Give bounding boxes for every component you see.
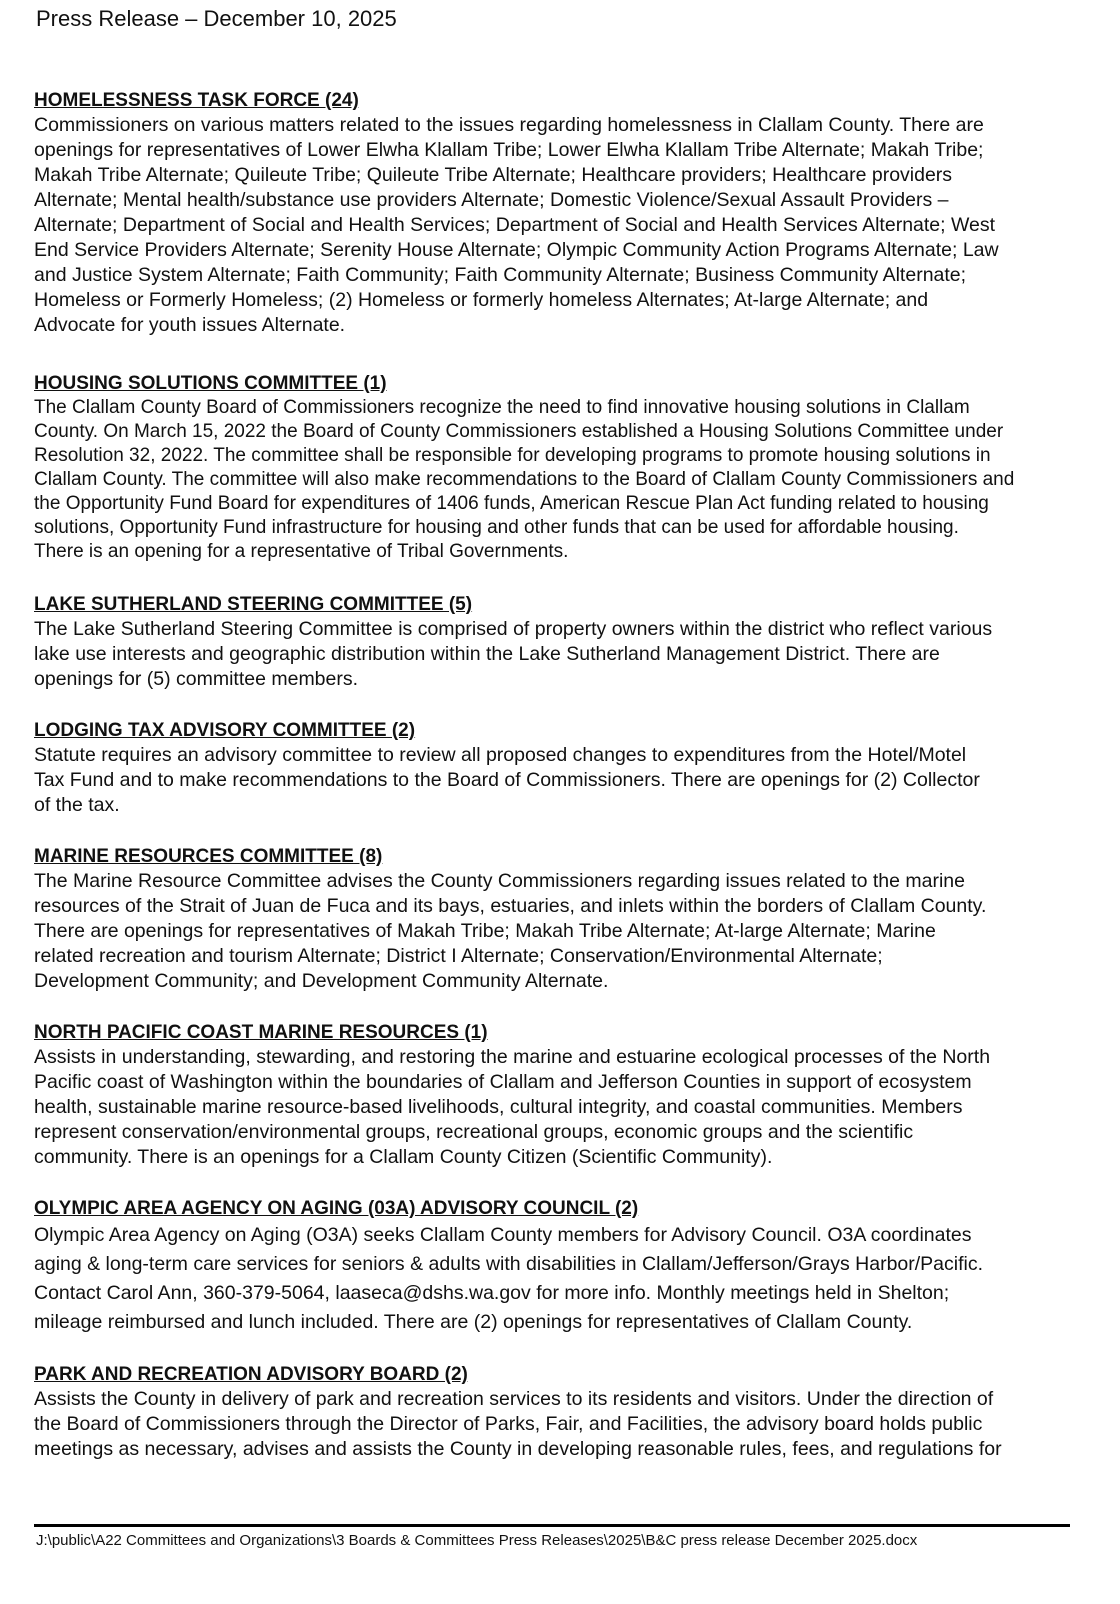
- body-line: [34, 1095, 990, 1120]
- body-line: [34, 667, 992, 692]
- section-heading: PARK AND RECREATION ADVISORY BOARD (2): [34, 1364, 468, 1385]
- body-line: [34, 313, 999, 338]
- body-line: [34, 288, 999, 313]
- body-line: [34, 1387, 1002, 1412]
- body-line: [34, 420, 1014, 444]
- line-text: Statute requires an advisory committee to review all proposed changes to expenditures from the Hotel/Motel: [34, 744, 967, 766]
- section: [34, 1362, 1002, 1462]
- line-text: Commissioners on various matters related to the issues regarding homelessness in Clallam County. There are: [34, 114, 984, 136]
- body-line: [34, 468, 1014, 492]
- line-text: for more info. Monthly meetings held in Shelton;: [530, 1282, 950, 1304]
- line-text: Clallam County. The committee will also make recommendations to the Board of Clallam County Commissioners and: [34, 469, 1015, 490]
- section: [34, 1020, 990, 1170]
- body-line: [34, 944, 986, 969]
- line-text: related recreation and tourism Alternate; District I Alternate; Conservation/Environmental Alternate;: [34, 945, 883, 967]
- body-line: [34, 642, 992, 667]
- section: [34, 371, 1014, 564]
- line-text: solutions, Opportunity Fund infrastructure for housing and other funds that can be used for affordable housing.: [34, 517, 959, 538]
- line-text: Tax Fund and to make recommendations to the Board of Commissioners. There are openings for (2) Collector: [34, 769, 980, 791]
- body-line: [34, 163, 999, 188]
- section-heading: NORTH PACIFIC COAST MARINE RESOURCES (1): [34, 1022, 488, 1043]
- body-line: [34, 768, 980, 793]
- body-line: [34, 516, 1014, 540]
- body-line: [34, 1045, 990, 1070]
- line-text: Alternate; Mental health/substance use providers Alternate; Domestic Violence/Sexual Assault Providers –: [34, 189, 949, 211]
- body-line: [34, 894, 986, 919]
- body-line: [34, 969, 986, 994]
- body-line: [34, 238, 999, 263]
- body-line: [34, 1070, 990, 1095]
- line-text: The Clallam County Board of Commissioners recognize the need to find innovative housing solutions in Clallam: [34, 397, 970, 418]
- line-text: Makah Tribe Alternate; Quileute Tribe; Quileute Tribe Alternate; Healthcare providers; Healthcare providers: [34, 164, 953, 186]
- body-line: [34, 1145, 990, 1170]
- line-text: Homeless or Formerly Homeless; (2) Homeless or formerly homeless Alternates; At-large Alternate; and: [34, 289, 929, 311]
- section: [34, 88, 999, 338]
- line-text: Assists in understanding, stewarding, and restoring the marine and estuarine ecological processes of the North: [34, 1046, 991, 1068]
- section-heading: OLYMPIC AREA AGENCY ON AGING (03A) ADVISORY COUNCIL (2): [34, 1198, 639, 1219]
- section: [34, 592, 992, 692]
- section: [34, 844, 986, 994]
- body-line: [34, 444, 1014, 468]
- line-text: and Justice System Alternate; Faith Community; Faith Community Alternate; Business Community Alternate;: [34, 264, 967, 286]
- line-text: represent conservation/environmental groups, recreational groups, economic groups and the scientific: [34, 1121, 914, 1143]
- line-text: Olympic Area Agency on Aging (O3A) seeks Clallam County members for Advisory Council. O3A coordinates: [34, 1224, 972, 1246]
- line-text: openings for representatives of Lower Elwha Klallam Tribe; Lower Elwha Klallam Tribe Alternate; Makah Tribe;: [34, 139, 984, 161]
- body-line: [34, 1221, 983, 1250]
- line-text: Alternate; Department of Social and Health Services; Department of Social and Health Services Alternate; West: [34, 214, 996, 236]
- body-line: [34, 1437, 1002, 1462]
- body-line: [34, 113, 999, 138]
- section: [34, 1196, 983, 1337]
- line-text: the Board of Commissioners through the Director of Parks, Fair, and Facilities, the advisory board holds public: [34, 1413, 983, 1435]
- body-line: [34, 1279, 983, 1308]
- section-heading: LODGING TAX ADVISORY COMMITTEE (2): [34, 720, 416, 741]
- body-line: [34, 213, 999, 238]
- line-text: community. There is an openings for a Clallam County Citizen (Scientific Community).: [34, 1146, 773, 1168]
- body-line: [34, 138, 999, 163]
- section-heading: LAKE SUTHERLAND STEERING COMMITTEE (5): [34, 594, 473, 615]
- section-heading: MARINE RESOURCES COMMITTEE (8): [34, 846, 383, 867]
- email-link[interactable]: laaseca@dshs.wa.gov: [335, 1282, 531, 1304]
- line-text: aging & long-term care services for seniors & adults with disabilities in Clallam/Jefferson/Grays Harbor/Pacific.: [34, 1253, 984, 1275]
- body-line: [34, 1120, 990, 1145]
- line-text: The Marine Resource Committee advises the County Commissioners regarding issues related to the marine: [34, 870, 965, 892]
- body-line: [34, 743, 980, 768]
- line-text: Pacific coast of Washington within the boundaries of Clallam and Jefferson Counties in support of ecosystem: [34, 1071, 972, 1093]
- line-text: End Service Providers Alternate; Serenity House Alternate; Olympic Community Action Programs Alternate; Law: [34, 239, 999, 261]
- line-text: Assists the County in delivery of park and recreation services to its residents and visitors. Under the direction of: [34, 1388, 994, 1410]
- body-line: [34, 793, 980, 818]
- section-heading: HOMELESSNESS TASK FORCE (24): [34, 90, 359, 111]
- body-line: [34, 919, 986, 944]
- body-line: [34, 617, 992, 642]
- line-text: There are openings for representatives of Makah Tribe; Makah Tribe Alternate; At-large Alternate; Marine: [34, 920, 936, 942]
- line-text: County. On March 15, 2022 the Board of County Commissioners established a Housing Solutions Committee under: [34, 421, 1004, 442]
- body-line: [34, 1412, 1002, 1437]
- footer-divider: [34, 1524, 1070, 1527]
- line-text: mileage reimbursed and lunch included. There are (2) openings for representatives of Clallam County.: [34, 1311, 913, 1333]
- body-line: [34, 1308, 983, 1337]
- line-text: Advocate for youth issues Alternate.: [34, 314, 346, 336]
- line-text: meetings as necessary, advises and assists the County in developing reasonable rules, fees, and regulations for: [34, 1438, 1002, 1460]
- line-text: the Opportunity Fund Board for expenditures of 1406 funds, American Rescue Plan Act funding related to housing: [34, 493, 989, 514]
- section: [34, 718, 980, 818]
- page-title: Press Release – December 10, 2025: [36, 6, 397, 31]
- line-text: The Lake Sutherland Steering Committee is comprised of property owners within the district who reflect various: [34, 618, 993, 640]
- line-text: There is an opening for a representative of Tribal Governments.: [34, 541, 569, 562]
- body-line: [34, 540, 1014, 564]
- line-text: Resolution 32, 2022. The committee shall be responsible for developing programs to promote housing solutions in: [34, 445, 991, 466]
- body-line: [34, 869, 986, 894]
- line-text: openings for (5) committee members.: [34, 668, 359, 690]
- body-line: [34, 263, 999, 288]
- line-text: resources of the Strait of Juan de Fuca and its bays, estuaries, and inlets within the borders of Clallam County.: [34, 895, 987, 917]
- body-line: [34, 396, 1014, 420]
- line-text: lake use interests and geographic distribution within the Lake Sutherland Management District. There are: [34, 643, 940, 665]
- body-line: [34, 492, 1014, 516]
- line-text: of the tax.: [34, 794, 120, 816]
- footer-file-path: J:\public\A22 Committees and Organizations\3 Boards & Committees Press Releases\2025\B&C press release December 2025.docx: [36, 1532, 918, 1549]
- body-line: [34, 188, 999, 213]
- body-line: [34, 1250, 983, 1279]
- line-text: Development Community; and Development Community Alternate.: [34, 970, 609, 992]
- line-text: Contact Carol Ann, 360-379-5064,: [34, 1282, 336, 1304]
- line-text: health, sustainable marine resource-based livelihoods, cultural integrity, and coastal communities. Members: [34, 1096, 963, 1118]
- section-heading: HOUSING SOLUTIONS COMMITTEE (1): [34, 373, 387, 394]
